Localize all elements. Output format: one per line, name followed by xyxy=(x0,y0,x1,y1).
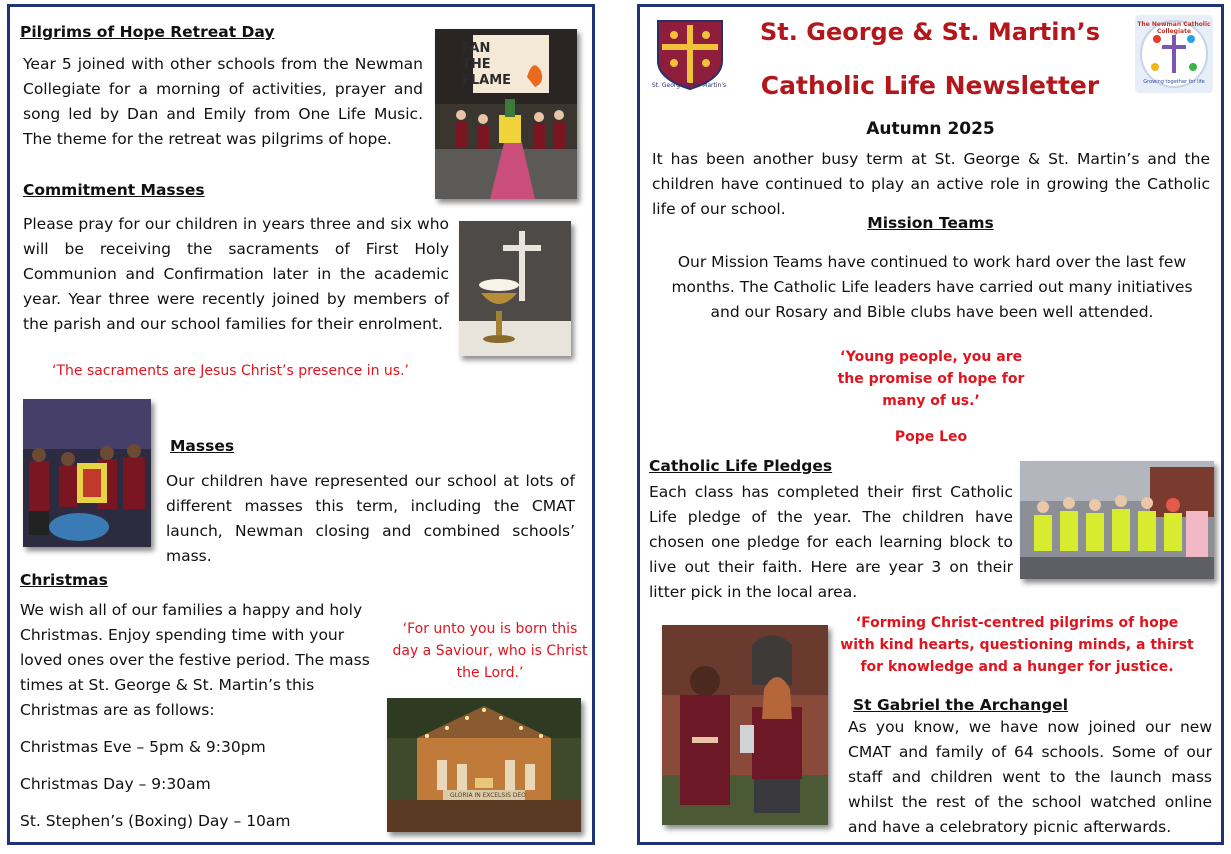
pledges-body: Each class has completed their first Catholic Life pledge of the year. The children have chosen one pledge for each learning block to live out their faith. Here are year 3 on their litter pick in the local area. xyxy=(649,483,1013,601)
commitment-heading: Commitment Masses xyxy=(23,181,205,199)
masses-body: Our children have represented our school at lots of different masses this term, including the CMAT launch, Newman closing and combined schools’ mass. xyxy=(166,472,575,565)
mission-teams-body: Our Mission Teams have continued to work hard over the last few months. The Catholic Life leaders have carried out many initiatives and our Rosary and Bible clubs have been well attended. xyxy=(671,253,1193,321)
retreat-heading: Pilgrims of Hope Retreat Day xyxy=(20,23,275,41)
mission-teams-heading: Mission Teams xyxy=(867,214,994,232)
newsletter-title-line1: St. George & St. Martin’s xyxy=(760,18,1100,46)
banner-caption: FAN THE FLAME xyxy=(462,41,512,88)
term-label: Autumn 2025 xyxy=(866,119,995,139)
chalice-crucifix-photo xyxy=(459,221,571,356)
crib-sign-text: GLORIA IN EXCELSIS DEO xyxy=(450,792,526,799)
gabriel-body: As you know, we have now joined our new CMAT and family of 64 schools. Some of our staff and children went to the launch mass whilst the rest of the school watched online and have a celebratory picnic afterwards. xyxy=(848,718,1212,836)
christmas-body: We wish all of our families a happy and holy Christmas. Enjoy spending time with your loved ones over the festive period. The mass times at St. George & St. Martin’s this Christmas are as follows: xyxy=(20,601,370,719)
gabriel-heading: St Gabriel the Archangel xyxy=(853,696,1069,714)
intro-text: It has been another busy term at St. George & St. Martin’s and the children have continued to play an active role in growing the Catholic life of our school. xyxy=(652,150,1210,218)
christmas-heading: Christmas xyxy=(20,571,108,589)
masses-heading: Masses xyxy=(170,437,235,455)
sacraments-quote: ‘The sacraments are Jesus Christ’s presence in us.’ xyxy=(52,363,409,379)
left-newsletter-page xyxy=(7,4,595,845)
christmas-day-time: Christmas Day – 9:30am xyxy=(20,775,211,793)
pledges-heading: Catholic Life Pledges xyxy=(649,457,833,475)
christmas-quote: ‘For unto you is born this day a Saviour, who is Christ the Lord.’ xyxy=(392,621,588,681)
cmat-logo-tagline: Growing together for life xyxy=(1143,79,1205,85)
retreat-body: Year 5 joined with other schools from the Newman Collegiate for a morning of activities, prayer and song led by Dan and Emily from One Life Music. The theme for the retreat was pilgrims of hope. xyxy=(23,55,423,148)
right-newsletter-page xyxy=(637,4,1224,845)
christmas-eve-time: Christmas Eve – 5pm & 9:30pm xyxy=(20,738,266,756)
school-motto: ‘Forming Christ-centred pilgrims of hope with kind hearts, questioning minds, a thirst for knowledge and a hunger for justice. xyxy=(840,615,1194,675)
cmat-logo-text: The Newman Catholic Collegiate xyxy=(1137,21,1211,35)
pope-leo-quote: ‘Young people, you are the promise of hope for many of us.’ xyxy=(837,349,1025,409)
newsletter-title-line2: Catholic Life Newsletter xyxy=(760,71,1100,100)
school-crest-caption: St. George & St. Martin's xyxy=(651,82,727,89)
nativity-crib-photo xyxy=(387,698,581,832)
retreat-photo xyxy=(435,29,577,199)
boxing-day-time: St. Stephen’s (Boxing) Day – 10am xyxy=(20,812,291,830)
commitment-body: Please pray for our children in years three and six who will be receiving the sacraments of First Holy Communion and Confirmation later in the academic year. Year three were recently joined by members of the parish and our school families for their enrolment. xyxy=(23,215,449,333)
cmat-launch-photo xyxy=(662,625,828,825)
masses-photo xyxy=(23,399,151,547)
litter-pick-photo xyxy=(1020,461,1214,579)
pope-leo-attribution: Pope Leo xyxy=(894,429,968,445)
